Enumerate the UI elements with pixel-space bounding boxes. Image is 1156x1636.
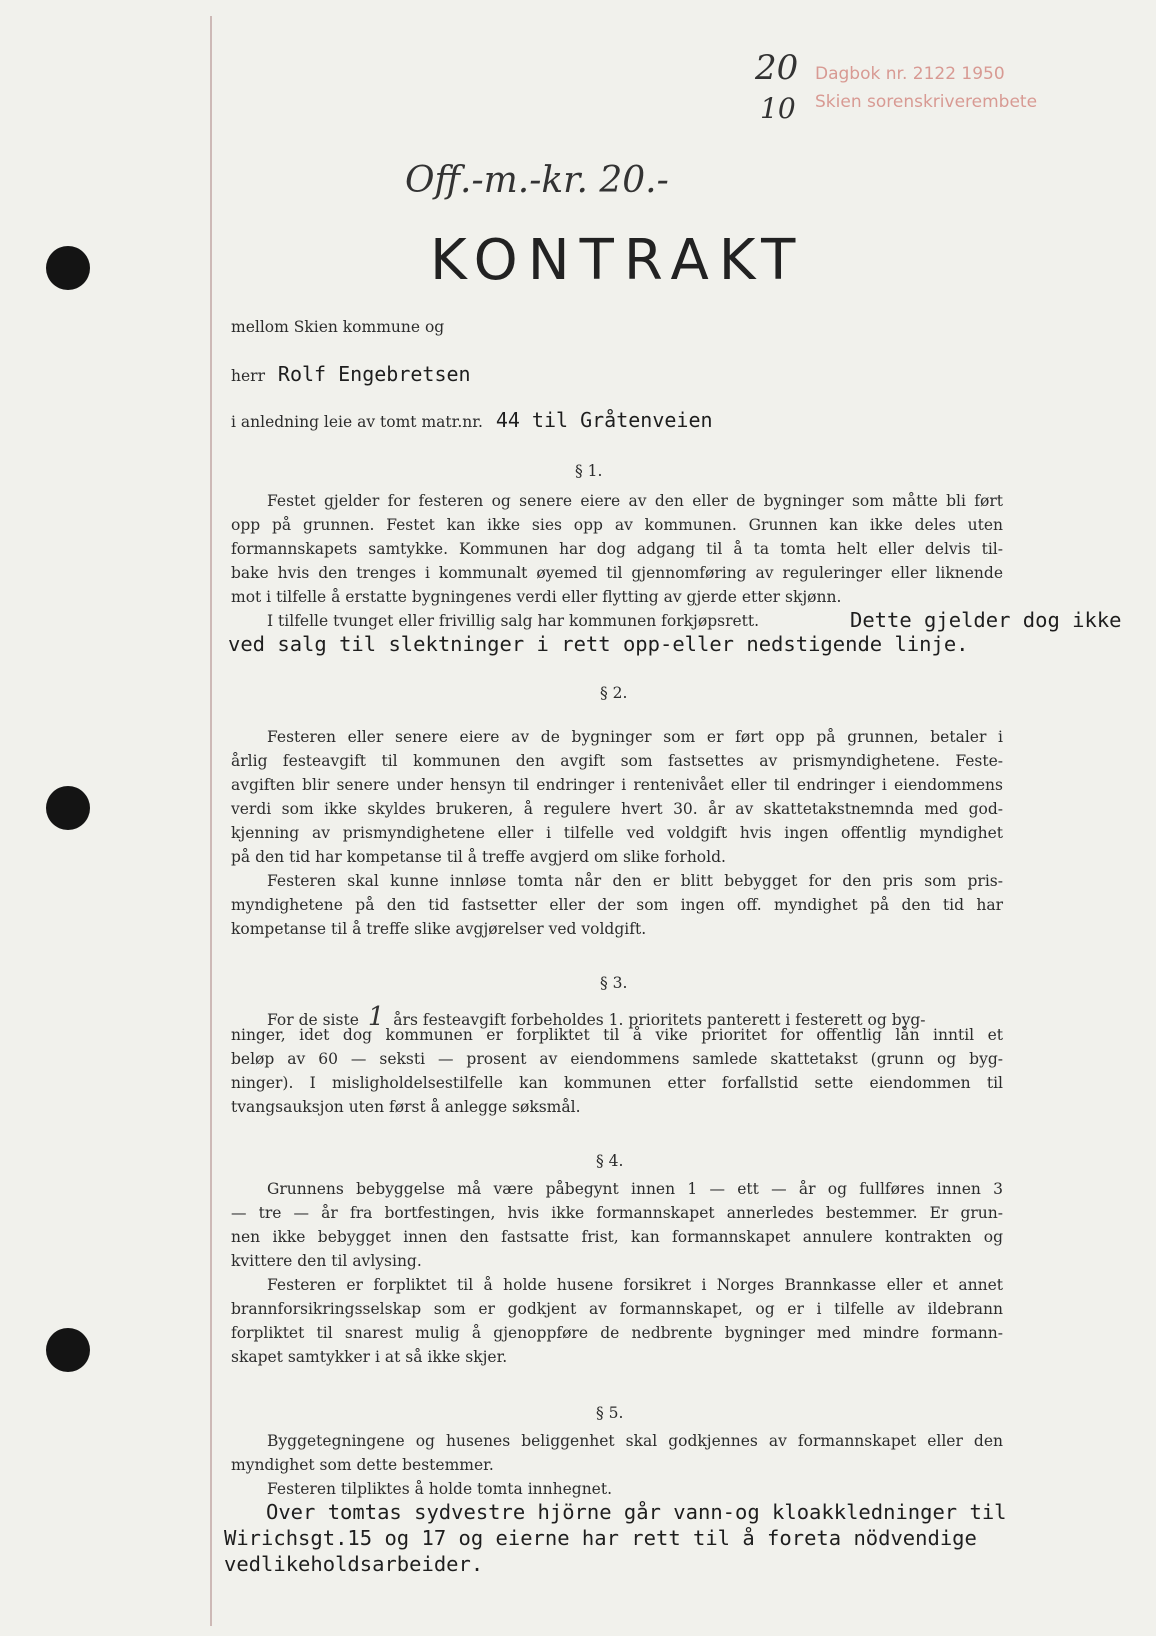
section-4-line: — tre — år fra bortfestingen, hvis ikke formannskapet annerledes bestemmer. Er grun- (231, 1204, 1003, 1222)
section-2-line: Festeren eller senere eiere av de bygninger som er ført opp på grunnen, betaler i (267, 728, 1003, 746)
section-3-line: beløp av 60 — seksti — prosent av eiendommens samlede skattetakst (grunn og byg- (231, 1050, 1003, 1068)
punch-hole-top (46, 246, 90, 290)
section-5-line: Festeren tilpliktes å holde tomta innhegnet. (267, 1480, 613, 1498)
handwritten-date-day: 20 (755, 48, 799, 88)
section-5-heading: § 5. (596, 1404, 624, 1422)
section-3-first-rest: års festeavgift forbeholdes 1. prioritets panterett i festerett og byg- (393, 1011, 926, 1029)
section-2-line: myndighetene på den tid fastsetter eller der som ingen off. myndighet på den tid har (231, 896, 1003, 914)
section-5-typed-addition: vedlikeholdsarbeider. (224, 1552, 484, 1576)
section-3-handwritten-number: 1 (367, 1002, 385, 1032)
regarding-lot: 44 til Gråtenveien (495, 408, 713, 432)
punch-hole-bottom (46, 1328, 90, 1372)
section-2-line: årlig festeavgift til kommunen den avgift som fastsettes av prismyndighetene. Feste- (231, 752, 1003, 770)
section-5-line: myndighet som dette bestemmer. (231, 1456, 494, 1474)
party-name: Rolf Engebretsen (277, 362, 471, 386)
document-title: KONTRAKT (430, 228, 806, 293)
section-1-line: formannskapets samtykke. Kommunen har dog adgang til å ta tomta helt eller delvis til- (231, 540, 1003, 558)
section-5-line: Byggetegningene og husenes beliggenhet skal godkjennes av formannskapet eller den (267, 1432, 1003, 1450)
section-1-heading: § 1. (575, 462, 603, 480)
section-2-line: verdi som ikke skyldes brukeren, å regulere hvert 30. år av skattetakstnemnda med god- (231, 800, 1003, 818)
section-1-line: mot i tilfelle å erstatte bygningenes verdi eller flytting av gjerde etter skjønn. (231, 588, 842, 606)
section-4-line: forpliktet til snarest mulig å gjenoppføre de nedbrente bygninger med mindre formann- (231, 1324, 1003, 1342)
party-prefix: herr (231, 367, 265, 385)
section-4-heading: § 4. (596, 1152, 624, 1170)
section-3-line: ninger, idet dog kommunen er forpliktet til å vike prioritet for offentlig lån inntil et (231, 1026, 1003, 1044)
section-4-line: kvittere den til avlysing. (231, 1252, 422, 1270)
punch-hole-middle (46, 786, 90, 830)
section-5-typed-addition: Wirichsgt.15 og 17 og eierne har rett til å foreta nödvendige (224, 1526, 977, 1550)
section-2-heading: § 2. (600, 684, 628, 702)
section-3-line: ninger). I misligholdelsestilfelle kan kommunen etter forfallstid sette eiendommen til (231, 1074, 1003, 1092)
section-4-line: Festeren er forpliktet til å holde husene forsikret i Norges Brannkasse eller et annet (267, 1276, 1003, 1294)
header-regarding (231, 408, 713, 432)
handwritten-date-month: 10 (760, 92, 796, 125)
section-1-line: Festet gjelder for festeren og senere eiere av den eller de bygninger som måtte bli ført (267, 492, 1003, 510)
section-3-heading: § 3. (600, 974, 628, 992)
section-1-line: bake hvis den trenges i kommunalt øyemed til gjennomføring av reguleringer eller liknende (231, 564, 1003, 582)
section-1-last-line: I tilfelle tvunget eller frivillig salg har kommunen forkjøpsrett. (267, 612, 760, 630)
section-4-line: brannforsikringsselskap som er godkjent av formannskapet, og er i tilfelle av ildebrann (231, 1300, 1003, 1318)
section-2-line: kompetanse til å treffe slike avgjørelser ved voldgift. (231, 920, 647, 938)
section-1-typed-addition: Dette gjelder dog ikke (850, 608, 1122, 632)
regarding-prefix: i anledning leie av tomt matr.nr. (231, 413, 483, 431)
stamp-line-1: Dagbok nr. 2122 1950 (815, 64, 1005, 84)
margin-line (210, 16, 212, 1626)
section-4-line: Grunnens bebyggelse må være påbegynt innen 1 — ett — år og fullføres innen 3 (267, 1180, 1003, 1198)
section-1-line: opp på grunnen. Festet kan ikke sies opp av kommunen. Grunnen kan ikke deles uten (231, 516, 1003, 534)
section-2-line: på den tid har kompetanse til å treffe avgjerd om slike forhold. (231, 848, 726, 866)
stamp-line-2: Skien sorenskriverembete (815, 92, 1038, 112)
section-2-line: Festeren skal kunne innløse tomta når den er blitt bebygget for den pris som pris- (267, 872, 1003, 890)
section-1-typed-addition: ved salg til slektninger i rett opp-eller nedstigende linje. (228, 632, 969, 656)
handwritten-fee-note: Off.-m.-kr. 20.- (405, 160, 669, 201)
header-between: mellom Skien kommune og (231, 318, 445, 336)
section-3-line: tvangsauksjon uten først å anlegge søksmål. (231, 1098, 581, 1116)
section-4-line: skapet samtykker i at så ikke skjer. (231, 1348, 508, 1366)
section-5-typed-addition: Over tomtas sydvestre hjörne går vann-og kloakkledninger til (266, 1500, 1007, 1524)
section-2-line: kjenning av prismyndighetene eller i tilfelle ved voldgift hvis ingen offentlig myndighet (231, 824, 1003, 842)
section-3-first-start: For de siste (267, 1011, 359, 1029)
section-4-line: nen ikke bebygget innen den fastsatte frist, kan formannskapet annulere kontrakten og (231, 1228, 1003, 1246)
header-party (231, 362, 471, 386)
section-2-line: avgiften blir senere under hensyn til endringer i rentenivået eller til endringer i eiendommens (231, 776, 1003, 794)
